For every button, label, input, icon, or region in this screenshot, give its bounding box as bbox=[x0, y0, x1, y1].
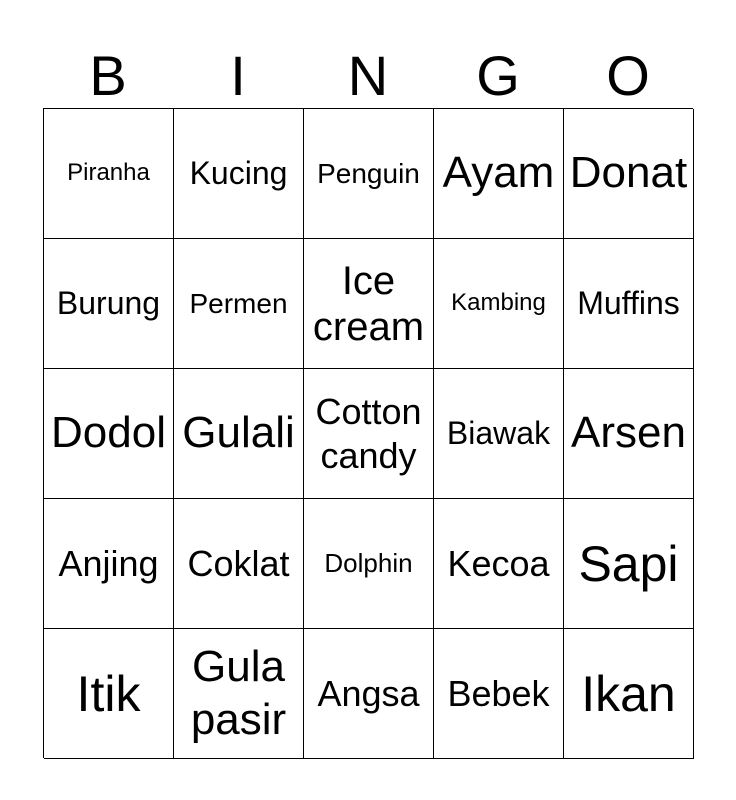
bingo-cell[interactable] bbox=[174, 239, 304, 369]
bingo-cell[interactable] bbox=[44, 369, 174, 499]
cell-text: Muffins bbox=[577, 285, 680, 322]
cell-text: Sapi bbox=[578, 535, 679, 592]
cell-text: Cotton candy bbox=[315, 391, 422, 476]
header-letter-o: O bbox=[606, 44, 650, 107]
bingo-cell[interactable] bbox=[304, 499, 434, 629]
bingo-header bbox=[43, 44, 693, 108]
cell-text: Dodol bbox=[51, 408, 166, 458]
cell-text: Kucing bbox=[189, 155, 288, 192]
bingo-board bbox=[43, 108, 693, 758]
cell-text: Arsen bbox=[571, 408, 686, 458]
header-letter-b: B bbox=[89, 44, 127, 107]
cell-text: Anjing bbox=[58, 542, 159, 584]
cell-text: Donat bbox=[569, 148, 688, 198]
bingo-cell[interactable] bbox=[174, 369, 304, 499]
cell-text: Dolphin bbox=[324, 547, 413, 578]
bingo-cell[interactable] bbox=[434, 629, 564, 759]
cell-text: Biawak bbox=[446, 415, 551, 452]
cell-text: Ice cream bbox=[312, 258, 425, 349]
bingo-cell[interactable] bbox=[564, 369, 694, 499]
header-letter-n: N bbox=[347, 44, 389, 107]
cell-text: Ikan bbox=[581, 665, 676, 722]
cell-text: Bebek bbox=[447, 672, 550, 714]
bingo-cell[interactable] bbox=[304, 239, 434, 369]
bingo-cell[interactable] bbox=[434, 369, 564, 499]
bingo-cell[interactable] bbox=[304, 629, 434, 759]
bingo-cell[interactable] bbox=[564, 239, 694, 369]
bingo-cell[interactable] bbox=[44, 109, 174, 239]
bingo-cell[interactable] bbox=[434, 109, 564, 239]
bingo-cell[interactable] bbox=[174, 499, 304, 629]
bingo-cell[interactable] bbox=[44, 239, 174, 369]
header-letter-i: I bbox=[230, 44, 246, 107]
bingo-cell[interactable] bbox=[44, 629, 174, 759]
bingo-cell[interactable] bbox=[564, 109, 694, 239]
cell-text: Kecoa bbox=[447, 542, 550, 584]
bingo-cell[interactable] bbox=[174, 629, 304, 759]
bingo-cell[interactable] bbox=[434, 499, 564, 629]
cell-text: Gula pasir bbox=[190, 641, 287, 744]
bingo-cell[interactable] bbox=[564, 629, 694, 759]
cell-text: Gulali bbox=[182, 408, 295, 458]
cell-text: Burung bbox=[56, 285, 161, 322]
cell-text: Piranha bbox=[67, 159, 150, 187]
cell-text: Kambing bbox=[451, 289, 546, 317]
cell-text: Penguin bbox=[317, 157, 420, 189]
cell-text: Ayam bbox=[442, 148, 555, 198]
header-letter-g: G bbox=[476, 44, 520, 107]
bingo-cell[interactable] bbox=[304, 109, 434, 239]
bingo-cell[interactable] bbox=[174, 109, 304, 239]
bingo-cell[interactable] bbox=[564, 499, 694, 629]
cell-text: Itik bbox=[76, 665, 141, 722]
cell-text: Permen bbox=[189, 287, 288, 319]
cell-text: Coklat bbox=[187, 542, 290, 584]
bingo-cell[interactable] bbox=[44, 499, 174, 629]
cell-text: Angsa bbox=[317, 672, 420, 714]
bingo-cell[interactable] bbox=[304, 369, 434, 499]
bingo-cell[interactable] bbox=[434, 239, 564, 369]
